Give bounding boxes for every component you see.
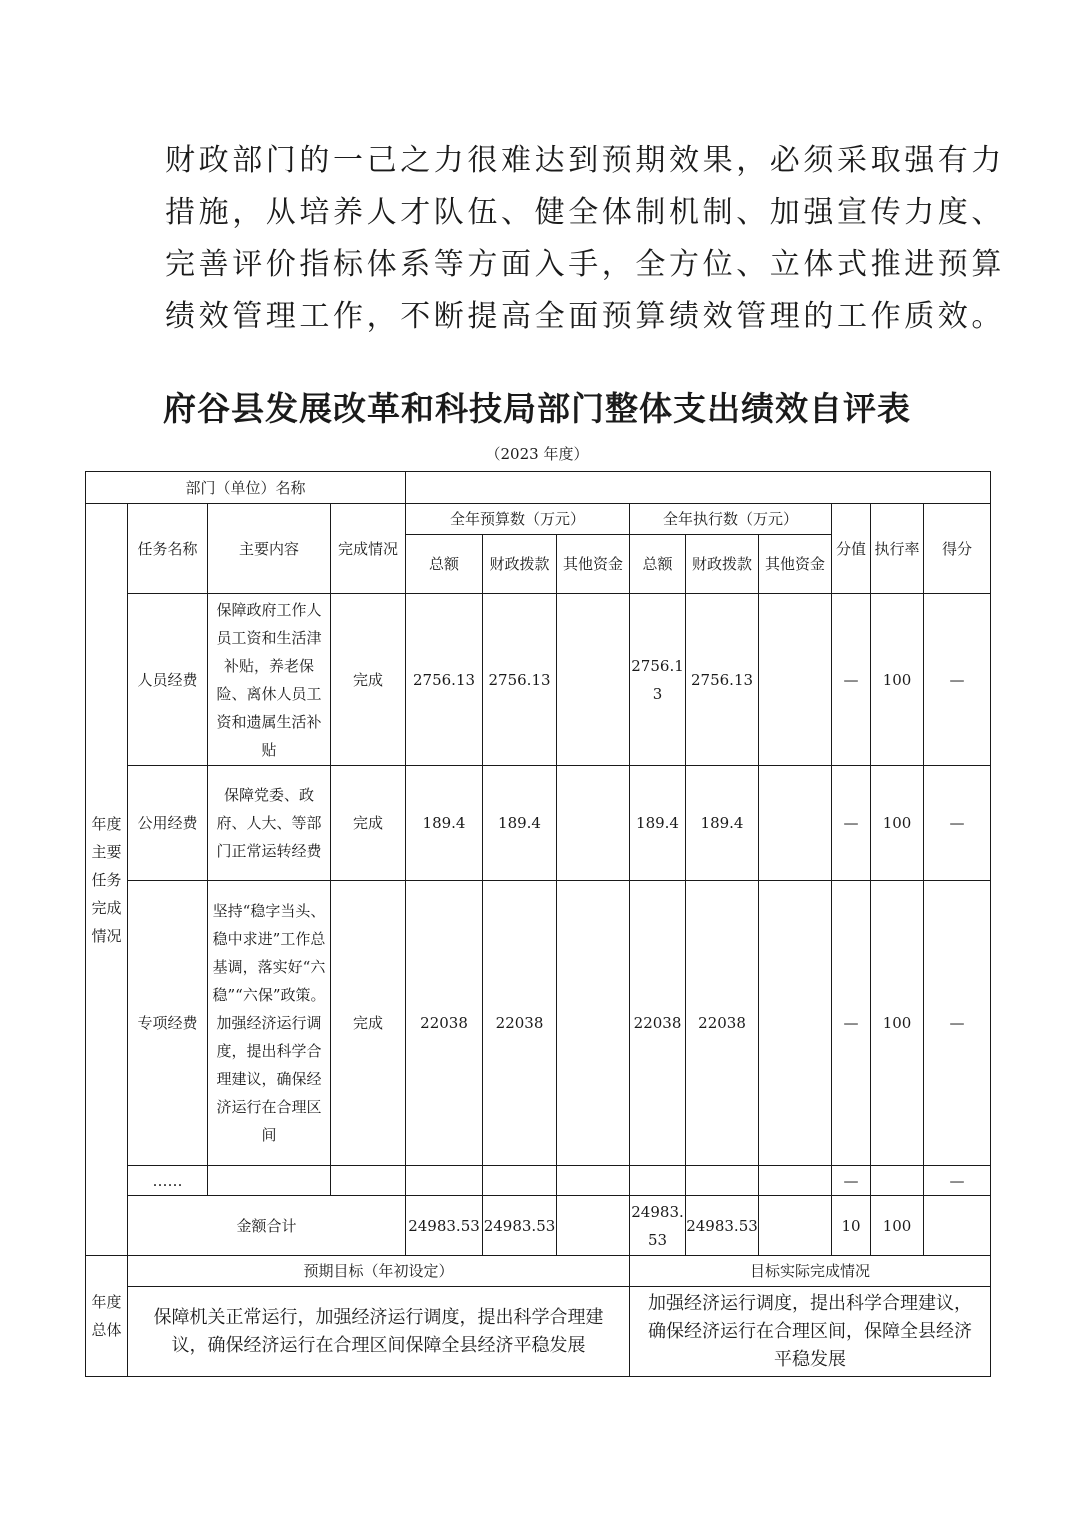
budget-other — [557, 594, 630, 766]
empty-cell — [331, 1166, 406, 1196]
goal-header-expected: 预期目标（年初设定） — [128, 1256, 630, 1287]
budget-other — [557, 881, 630, 1166]
goal-expected: 保障机关正常运行，加强经济运行调度，提出科学合理建议，确保经济运行在合理区间保障全县经济平稳发展 — [128, 1287, 630, 1377]
exec-total: 189.4 — [630, 766, 686, 881]
goal-header-actual: 目标实际完成情况 — [630, 1256, 991, 1287]
task-content: 保障党委、政府、人大、等部门正常运转经费 — [208, 766, 331, 881]
task-completion: 完成 — [331, 594, 406, 766]
total-score — [924, 1196, 991, 1256]
header-main-content: 主要内容 — [208, 504, 331, 594]
exec-rate: 100 — [871, 766, 924, 881]
score-value: — — [832, 766, 871, 881]
total-exec-rate: 100 — [871, 1196, 924, 1256]
dept-label: 部门（单位）名称 — [86, 472, 406, 504]
total-budget-fiscal: 24983.53 — [483, 1196, 557, 1256]
budget-other — [557, 766, 630, 881]
exec-rate: 100 — [871, 594, 924, 766]
paragraph-line: 措施，从培养人才队伍、健全体制机制、加强宣传力度、 — [165, 195, 1005, 230]
empty-cell — [871, 1166, 924, 1196]
score: — — [924, 766, 991, 881]
total-label: 金额合计 — [128, 1196, 406, 1256]
dept-value — [406, 472, 991, 504]
budget-fiscal: 2756.13 — [483, 594, 557, 766]
table-row — [86, 766, 991, 881]
header-exec-rate: 执行率 — [871, 504, 924, 594]
exec-other — [759, 594, 832, 766]
header-row-1 — [86, 504, 991, 535]
total-budget-total: 24983.53 — [406, 1196, 483, 1256]
dept-row — [86, 472, 991, 504]
task-content: 保障政府工作人员工资和生活津补贴，养老保险、离休人员工资和遗属生活补贴 — [208, 594, 331, 766]
header-exec-other: 其他资金 — [759, 535, 832, 594]
header-task-name: 任务名称 — [128, 504, 208, 594]
task-name: 公用经费 — [128, 766, 208, 881]
page-subtitle: （2023 年度） — [485, 445, 589, 463]
goal-row — [86, 1287, 991, 1377]
total-score-value: 10 — [832, 1196, 871, 1256]
exec-other — [759, 766, 832, 881]
empty-cell — [686, 1166, 759, 1196]
goal-actual: 加强经济运行调度，提出科学合理建议，确保经济运行在合理区间，保障全县经济平稳发展 — [630, 1287, 991, 1377]
paragraph-line: 完善评价指标体系等方面入手，全方位、立体式推进预算 — [165, 247, 1005, 282]
task-name: 人员经费 — [128, 594, 208, 766]
exec-fiscal: 22038 — [686, 881, 759, 1166]
header-exec-total: 总额 — [630, 535, 686, 594]
budget-total: 2756.13 — [406, 594, 483, 766]
exec-total: 2756.13 — [630, 594, 686, 766]
page-title: 府谷县发展改革和科技局部门整体支出绩效自评表 — [163, 389, 911, 428]
section-label-overall: 年度总体 — [86, 1256, 128, 1377]
total-budget-other — [557, 1196, 630, 1256]
exec-fiscal: 2756.13 — [686, 594, 759, 766]
exec-other — [759, 881, 832, 1166]
exec-fiscal: 189.4 — [686, 766, 759, 881]
budget-total: 22038 — [406, 881, 483, 1166]
intro-paragraph — [165, 138, 1005, 346]
section-label-tasks: 年度主要任务完成情况 — [86, 504, 128, 1256]
ellipsis-score: — — [924, 1166, 991, 1196]
header-budget-fiscal: 财政拨款 — [483, 535, 557, 594]
score-value: — — [832, 594, 871, 766]
total-exec-other — [759, 1196, 832, 1256]
budget-fiscal: 22038 — [483, 881, 557, 1166]
score: — — [924, 594, 991, 766]
task-content: 坚持“稳字当头、稳中求进”工作总基调，落实好“六稳”“六保”政策。加强经济运行调度，提出科学合理建议，确保经济运行在合理区间 — [208, 881, 331, 1166]
total-exec-total: 24983.53 — [630, 1196, 686, 1256]
task-name: 专项经费 — [128, 881, 208, 1166]
exec-total: 22038 — [630, 881, 686, 1166]
header-exec: 全年执行数（万元） — [630, 504, 832, 535]
score: — — [924, 881, 991, 1166]
header-exec-fiscal: 财政拨款 — [686, 535, 759, 594]
header-budget: 全年预算数（万元） — [406, 504, 630, 535]
budget-total: 189.4 — [406, 766, 483, 881]
ellipsis-row — [86, 1166, 991, 1196]
table-row — [86, 594, 991, 766]
header-completion: 完成情况 — [331, 504, 406, 594]
task-completion: 完成 — [331, 881, 406, 1166]
header-score: 得分 — [924, 504, 991, 594]
goal-header-row — [86, 1256, 991, 1287]
empty-cell — [759, 1166, 832, 1196]
empty-cell — [208, 1166, 331, 1196]
empty-cell — [557, 1166, 630, 1196]
ellipsis-score-value: — — [832, 1166, 871, 1196]
paragraph-line: 绩效管理工作，不断提高全面预算绩效管理的工作质效。 — [165, 299, 1005, 334]
paragraph-line: 财政部门的一己之力很难达到预期效果，必须采取强有力 — [165, 143, 1005, 178]
header-score-value: 分值 — [832, 504, 871, 594]
table-row — [86, 881, 991, 1166]
total-row — [86, 1196, 991, 1256]
empty-cell — [630, 1166, 686, 1196]
score-value: — — [832, 881, 871, 1166]
empty-cell — [483, 1166, 557, 1196]
budget-fiscal: 189.4 — [483, 766, 557, 881]
header-budget-other: 其他资金 — [557, 535, 630, 594]
self-evaluation-table — [85, 471, 991, 1377]
exec-rate: 100 — [871, 881, 924, 1166]
ellipsis-name: …… — [128, 1166, 208, 1196]
task-completion: 完成 — [331, 766, 406, 881]
header-budget-total: 总额 — [406, 535, 483, 594]
empty-cell — [406, 1166, 483, 1196]
total-exec-fiscal: 24983.53 — [686, 1196, 759, 1256]
